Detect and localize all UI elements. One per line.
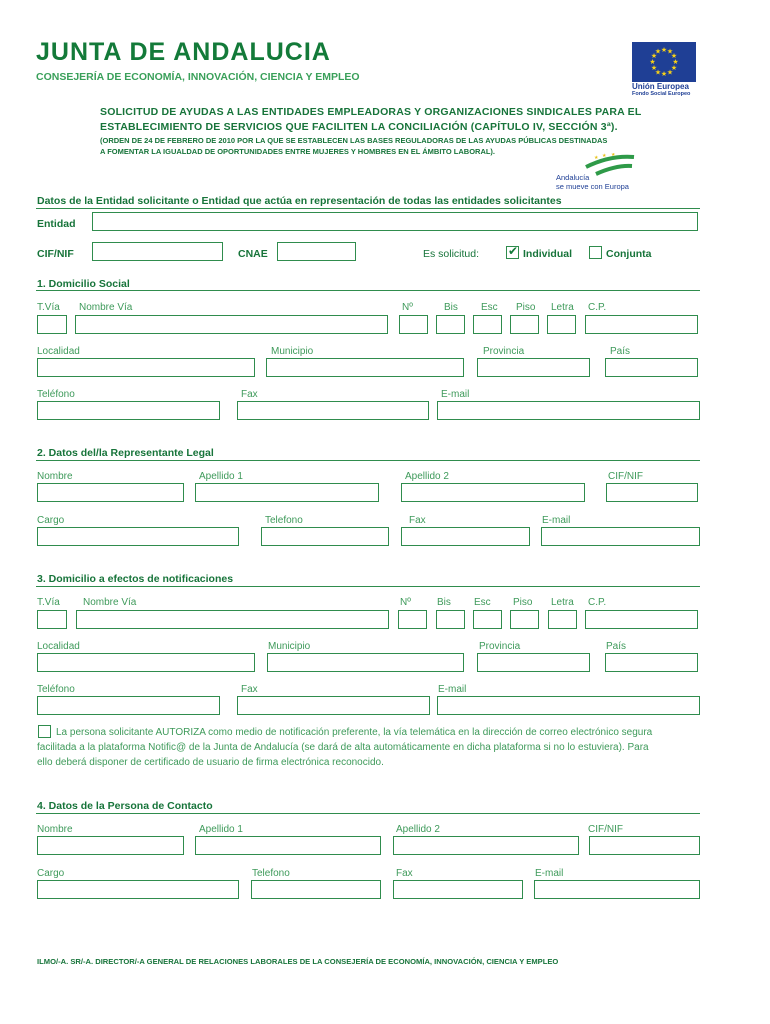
form-title-line1: SOLICITUD DE AYUDAS A LAS ENTIDADES EMPLEADORAS Y ORGANIZACIONES SINDICALES PARA EL xyxy=(100,106,642,118)
apellido2-field[interactable] xyxy=(401,483,585,502)
divider xyxy=(36,208,700,209)
esc-field[interactable] xyxy=(473,610,502,629)
apellido2-field[interactable] xyxy=(393,836,579,855)
nombre-field[interactable] xyxy=(37,836,184,855)
entidad-field[interactable] xyxy=(92,212,698,231)
pais-label: País xyxy=(606,641,627,652)
email-field[interactable] xyxy=(534,880,700,899)
order-line1: (ORDEN DE 24 DE FEBRERO DE 2010 POR LA QUE SE ESTABLECEN LAS BASES REGULADORAS DE LAS AYUDAS PÚBLICAS DESTINADAS xyxy=(100,136,608,145)
piso-field[interactable] xyxy=(510,315,539,334)
section2-title: 2. Datos del/la Representante Legal xyxy=(37,447,214,459)
bis-field[interactable] xyxy=(436,315,465,334)
fax-label: Fax xyxy=(241,684,258,695)
svg-text:★: ★ xyxy=(666,68,674,77)
fax-label: Fax xyxy=(409,515,426,526)
provincia-label: Provincia xyxy=(483,346,525,357)
autoriza-checkbox[interactable] xyxy=(38,725,51,738)
telefono-field[interactable] xyxy=(37,696,220,715)
telefono-label: Telefono xyxy=(252,868,290,879)
piso-label: Piso xyxy=(513,597,533,608)
cargo-label: Cargo xyxy=(37,868,65,879)
tvia-label: T.Vía xyxy=(37,302,60,313)
provincia-field[interactable] xyxy=(477,653,590,672)
telefono-field[interactable] xyxy=(261,527,389,546)
svg-text:★: ★ xyxy=(660,46,668,54)
cp-field[interactable] xyxy=(585,315,698,334)
localidad-field[interactable] xyxy=(37,653,255,672)
email-label: E-mail xyxy=(441,389,470,400)
fax-field[interactable] xyxy=(237,696,430,715)
telefono-label: Teléfono xyxy=(37,684,75,695)
email-label: E-mail xyxy=(438,684,467,695)
pais-label: País xyxy=(610,346,631,357)
andalucia-logo-line1: Andalucía xyxy=(556,173,590,182)
svg-text:★: ★ xyxy=(672,58,679,66)
apellido1-label: Apellido 1 xyxy=(199,824,243,835)
piso-label: Piso xyxy=(516,302,536,313)
svg-text:★: ★ xyxy=(670,64,678,72)
cargo-label: Cargo xyxy=(37,515,65,526)
svg-text:★: ★ xyxy=(670,52,678,60)
form-title-line2: ESTABLECIMIENTO DE SERVICIOS QUE FACILITEN LA CONCILIACIÓN (CAPÍTULO IV, SECCIÓN 3ª). xyxy=(100,121,618,133)
cif-label: CIF/NIF xyxy=(588,824,623,835)
eu-label: Unión Europea xyxy=(632,82,689,91)
telefono-label: Telefono xyxy=(265,515,303,526)
email-label: E-mail xyxy=(542,515,571,526)
nombre-via-label: Nombre Vía xyxy=(79,302,133,313)
section4-title: 4. Datos de la Persona de Contacto xyxy=(37,800,213,812)
cargo-field[interactable] xyxy=(37,527,239,546)
apellido2-label: Apellido 2 xyxy=(405,471,449,482)
cp-label: C.P. xyxy=(588,302,607,313)
autoriza-text-line2: facilitada a la plataforma Notific@ de la Junta de Andalucía (se dará de alta automáticamente en dicha plataforma si no lo estuviera). Para xyxy=(37,742,649,753)
localidad-field[interactable] xyxy=(37,358,255,377)
municipio-field[interactable] xyxy=(267,653,464,672)
bis-field[interactable] xyxy=(436,610,465,629)
section3-title: 3. Domicilio a efectos de notificaciones xyxy=(37,573,234,585)
svg-text:★: ★ xyxy=(660,70,668,78)
email-label: E-mail xyxy=(535,868,564,879)
andalucia-logo-line2: se mueve con Europa xyxy=(556,182,629,191)
localidad-label: Localidad xyxy=(37,641,80,652)
cif-field[interactable] xyxy=(606,483,698,502)
tvia-field[interactable] xyxy=(37,610,67,629)
email-field[interactable] xyxy=(541,527,700,546)
cif-label: CIF/NIF xyxy=(37,248,74,260)
individual-checkbox[interactable] xyxy=(506,246,519,259)
svg-text:★: ★ xyxy=(649,58,656,66)
cnae-field[interactable] xyxy=(277,242,356,261)
apellido1-field[interactable] xyxy=(195,483,379,502)
nombre-label: Nombre xyxy=(37,824,73,835)
eu-sub-label: Fondo Social Europeo xyxy=(632,91,691,97)
svg-text:★: ★ xyxy=(594,155,599,161)
cnae-label: CNAE xyxy=(238,248,268,260)
svg-text:★: ★ xyxy=(611,153,616,158)
check-icon: ✔ xyxy=(508,244,519,258)
divider xyxy=(36,813,700,814)
svg-text:★: ★ xyxy=(654,68,662,77)
provincia-field[interactable] xyxy=(477,358,590,377)
tvia-field[interactable] xyxy=(37,315,67,334)
email-field[interactable] xyxy=(437,401,700,420)
piso-field[interactable] xyxy=(510,610,539,629)
solicitud-label: Es solicitud: xyxy=(423,248,480,260)
nombre-label: Nombre xyxy=(37,471,73,482)
letra-field[interactable] xyxy=(547,315,576,334)
nombre-via-field[interactable] xyxy=(75,315,388,334)
pais-field[interactable] xyxy=(605,358,698,377)
apellido2-label: Apellido 2 xyxy=(396,824,440,835)
municipio-field[interactable] xyxy=(266,358,464,377)
esc-label: Esc xyxy=(474,597,491,608)
telefono-field[interactable] xyxy=(37,401,220,420)
entity-section-title: Datos de la Entidad solicitante o Entidad que actúa en representación de todas las entidades solicitantes xyxy=(37,195,562,207)
municipio-label: Municipio xyxy=(271,346,314,357)
svg-text:★: ★ xyxy=(602,153,607,159)
num-label: Nº xyxy=(402,302,413,313)
svg-text:★: ★ xyxy=(650,64,658,72)
divider xyxy=(36,586,700,587)
svg-text:★: ★ xyxy=(666,47,674,56)
municipio-label: Municipio xyxy=(268,641,311,652)
num-field[interactable] xyxy=(399,315,428,334)
fax-field[interactable] xyxy=(401,527,530,546)
individual-label: Individual xyxy=(523,248,573,260)
provincia-label: Provincia xyxy=(479,641,521,652)
consejeria-name: CONSEJERÍA DE ECONOMÍA, INNOVACIÓN, CIENCIA Y EMPLEO xyxy=(36,71,360,83)
pais-field[interactable] xyxy=(605,653,698,672)
num-label: Nº xyxy=(400,597,411,608)
num-field[interactable] xyxy=(398,610,427,629)
letra-label: Letra xyxy=(551,597,574,608)
nombre-via-label: Nombre Vía xyxy=(83,597,137,608)
fax-field[interactable] xyxy=(393,880,523,899)
cargo-field[interactable] xyxy=(37,880,239,899)
esc-label: Esc xyxy=(481,302,498,313)
localidad-label: Localidad xyxy=(37,346,80,357)
entidad-label: Entidad xyxy=(37,218,76,230)
letra-label: Letra xyxy=(551,302,574,313)
fax-field[interactable] xyxy=(237,401,429,420)
divider xyxy=(36,460,700,461)
fax-label: Fax xyxy=(241,389,258,400)
tvia-label: T.Vía xyxy=(37,597,60,608)
autoriza-text-line1: La persona solicitante AUTORIZA como medio de notificación preferente, la vía telemática en la dirección de correo electrónico segura xyxy=(56,727,653,738)
nombre-via-field[interactable] xyxy=(76,610,389,629)
bis-label: Bis xyxy=(437,597,451,608)
divider xyxy=(36,290,700,291)
conjunta-label: Conjunta xyxy=(606,248,652,260)
nombre-field[interactable] xyxy=(37,483,184,502)
svg-text:★: ★ xyxy=(654,47,662,56)
svg-text:★: ★ xyxy=(650,52,658,60)
cif-field[interactable] xyxy=(92,242,223,261)
order-line2: A FOMENTAR LA IGUALDAD DE OPORTUNIDADES ENTRE MUJERES Y HOMBRES EN EL ÁMBITO LABORAL). xyxy=(100,147,496,156)
apellido1-label: Apellido 1 xyxy=(199,471,243,482)
autoriza-text-line3: ello deberá disponer de certificado de usuario de firma electrónica reconocido. xyxy=(37,757,384,768)
conjunta-checkbox[interactable] xyxy=(589,246,602,259)
junta-logo-text: JUNTA DE ANDALUCIA xyxy=(36,38,331,66)
esc-field[interactable] xyxy=(473,315,502,334)
eu-flag-icon xyxy=(632,42,696,82)
cif-label: CIF/NIF xyxy=(608,471,643,482)
fax-label: Fax xyxy=(396,868,413,879)
bis-label: Bis xyxy=(444,302,458,313)
cp-label: C.P. xyxy=(588,597,607,608)
telefono-label: Teléfono xyxy=(37,389,75,400)
cp-field[interactable] xyxy=(585,610,698,629)
telefono-field[interactable] xyxy=(251,880,381,899)
addressee: ILMO/-A. SR/-A. DIRECTOR/-A GENERAL DE RELACIONES LABORALES DE LA CONSEJERÍA DE ECONOMÍA, INNOVACIÓN, CIENCIA Y EMPLEO xyxy=(37,957,559,966)
section1-title: 1. Domicilio Social xyxy=(37,278,130,290)
letra-field[interactable] xyxy=(548,610,577,629)
email-field[interactable] xyxy=(437,696,700,715)
apellido1-field[interactable] xyxy=(195,836,381,855)
cif-field[interactable] xyxy=(589,836,700,855)
